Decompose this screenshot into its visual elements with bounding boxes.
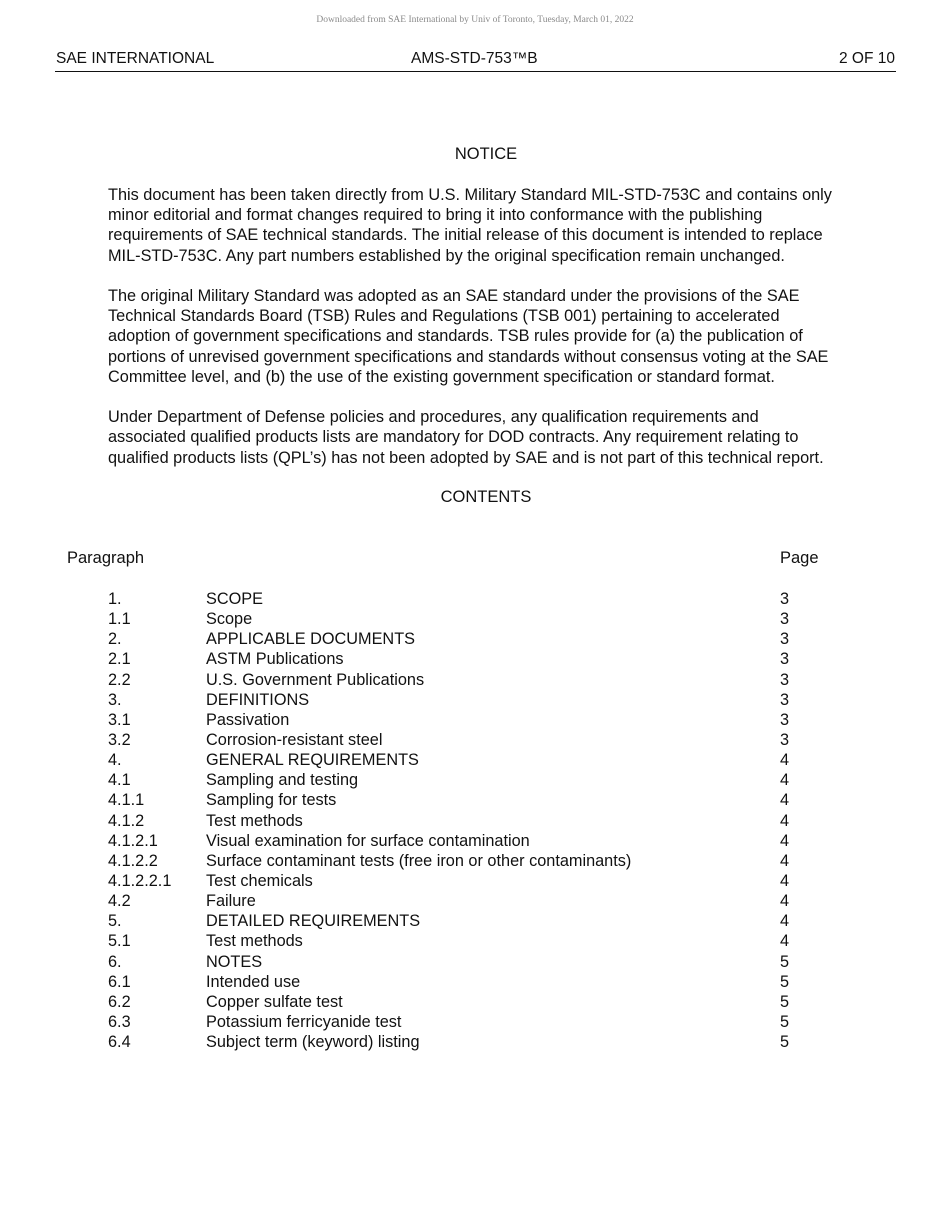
toc-entry — [0, 690, 950, 710]
toc-entry-number: 2.1 — [108, 650, 131, 669]
toc-entry-number: 1. — [108, 590, 122, 608]
toc-entry-number: 4.1.2.2 — [108, 851, 158, 870]
download-banner: Downloaded from SAE International by Univ of Toronto, Tuesday, March 01, 2022 — [316, 15, 634, 25]
toc-entry — [0, 851, 950, 871]
toc-entry-title: APPLICABLE DOCUMENTS — [206, 630, 415, 649]
toc-entry-page: 5 — [780, 972, 790, 991]
toc-entry-title: U.S. Government Publications — [206, 670, 425, 689]
toc-entry — [0, 770, 950, 790]
toc-page-heading: Page — [780, 549, 819, 567]
toc-entry — [0, 670, 950, 690]
toc-entry-number: 5. — [108, 912, 122, 931]
toc-entry-title: Test methods — [206, 811, 303, 830]
toc-entry-page: 4 — [780, 892, 790, 911]
toc-entry-page: 4 — [780, 811, 790, 830]
toc-entry-title: Sampling for tests — [206, 791, 337, 810]
toc-entry — [0, 831, 950, 851]
toc-entry-page: 4 — [780, 791, 790, 810]
header-page-number: 2 OF 10 — [839, 50, 895, 67]
toc-entry-number: 6.3 — [108, 1012, 131, 1031]
toc-entry-title: Subject term (keyword) listing — [206, 1033, 420, 1052]
toc-entry — [0, 609, 950, 629]
toc-entry-page: 4 — [780, 851, 790, 870]
toc-entry-number: 5.1 — [108, 932, 131, 951]
toc-entry-number: 4.1 — [108, 771, 131, 790]
table-of-contents — [0, 589, 950, 1052]
toc-entry-number: 3.2 — [108, 730, 131, 749]
toc-entry — [0, 811, 950, 831]
toc-entry-number: 4.2 — [108, 892, 131, 911]
toc-entry-title: Passivation — [206, 710, 290, 729]
notice-paragraph: Under Department of Defense policies and procedures, any qualification requirements and associated qualified products lists are mandatory for DOD contracts. Any requirement relating to qualified products lists (QPL’s) has not been adopted by SAE and is not part of this technical report. — [108, 408, 824, 467]
toc-entry-title: Intended use — [206, 972, 301, 991]
toc-entry-page: 4 — [780, 912, 790, 931]
toc-entry-title: Surface contaminant tests (free iron or other contaminants) — [206, 851, 632, 870]
toc-entry-number: 4.1.2.2.1 — [108, 871, 172, 890]
toc-entry-title: DEFINITIONS — [206, 690, 310, 709]
toc-entry-title: Test chemicals — [206, 871, 313, 890]
toc-entry — [0, 992, 950, 1012]
toc-entry-title: DETAILED REQUIREMENTS — [206, 912, 421, 931]
toc-entry-page: 4 — [780, 831, 790, 850]
toc-entry — [0, 649, 950, 669]
toc-entry — [0, 710, 950, 730]
toc-entry-page: 4 — [780, 871, 790, 890]
toc-entry-number: 2. — [108, 630, 122, 649]
contents-title: CONTENTS — [440, 488, 532, 506]
toc-entry-title: Sampling and testing — [206, 771, 359, 790]
toc-entry — [0, 891, 950, 911]
toc-entry-number: 3. — [108, 690, 122, 709]
toc-entry-number: 2.2 — [108, 670, 131, 689]
toc-entry-page: 5 — [780, 1033, 790, 1052]
toc-entry — [0, 750, 950, 770]
toc-entry-title: GENERAL REQUIREMENTS — [206, 751, 419, 770]
toc-entry — [0, 931, 950, 951]
toc-entry-page: 5 — [780, 992, 790, 1011]
toc-entry-title: Failure — [206, 892, 256, 911]
toc-entry-number: 4.1.2 — [108, 811, 145, 830]
toc-entry-number: 4.1.1 — [108, 791, 145, 810]
toc-entry-title: Scope — [206, 610, 253, 629]
toc-entry-page: 4 — [780, 771, 790, 790]
toc-paragraph-heading: Paragraph — [67, 549, 145, 567]
toc-entry — [0, 730, 950, 750]
toc-entry-page: 3 — [780, 650, 790, 669]
toc-entry-page: 3 — [780, 710, 790, 729]
toc-entry-number: 3.1 — [108, 710, 131, 729]
toc-entry — [0, 871, 950, 891]
toc-entry-number: 1.1 — [108, 610, 131, 629]
toc-entry-page: 3 — [780, 590, 790, 608]
toc-entry-number: 6.2 — [108, 992, 131, 1011]
toc-entry-page: 3 — [780, 690, 790, 709]
toc-entry-title: NOTES — [206, 952, 263, 971]
toc-entry — [0, 589, 950, 609]
header-document-number: AMS-STD-753™B — [411, 50, 538, 67]
header-publisher: SAE INTERNATIONAL — [56, 50, 215, 67]
toc-entry-title: SCOPE — [206, 590, 264, 608]
toc-entry-page: 3 — [780, 730, 790, 749]
toc-entry-title: ASTM Publications — [206, 650, 344, 669]
notice-paragraph: The original Military Standard was adopted as an SAE standard under the provisions of the SAE Technical Standards Board (TSB) Rules and Regulations (TSB 001) pertaining to accelerated adoption of government specifications and standards. TSB rules provide for (a) the publication of portions of unrevised government specifications and standards without consensus voting at the SAE Committee level, and (b) the use of the existing government specification or standard format. — [108, 287, 829, 386]
toc-entry — [0, 1032, 950, 1052]
toc-entry — [0, 952, 950, 972]
toc-entry — [0, 629, 950, 649]
toc-entry-number: 6. — [108, 952, 122, 971]
toc-entry-page: 5 — [780, 1012, 790, 1031]
notice-title: NOTICE — [454, 145, 518, 163]
toc-entry-page: 5 — [780, 952, 790, 971]
toc-entry-number: 6.1 — [108, 972, 131, 991]
toc-entry-title: Corrosion-resistant steel — [206, 730, 383, 749]
running-header — [55, 49, 896, 72]
toc-entry-page: 3 — [780, 670, 790, 689]
toc-entry — [0, 911, 950, 931]
notice-body — [108, 185, 878, 488]
toc-entry-number: 4.1.2.1 — [108, 831, 158, 850]
toc-entry-page: 4 — [780, 751, 790, 770]
toc-entry-number: 4. — [108, 751, 122, 770]
toc-entry-title: Test methods — [206, 932, 303, 951]
notice-paragraph: This document has been taken directly from U.S. Military Standard MIL-STD-753C and contains only minor editorial and format changes required to bring it into conformance with the publishing requirements of SAE technical standards. The initial release of this document is intended to replace MIL-STD-753C. Any part numbers established by the original specification remain unchanged. — [108, 186, 832, 265]
toc-entry-title: Visual examination for surface contamination — [206, 831, 530, 850]
toc-entry-page: 4 — [780, 932, 790, 951]
toc-entry — [0, 1012, 950, 1032]
toc-entry-page: 3 — [780, 610, 790, 629]
toc-entry — [0, 790, 950, 810]
toc-entry-page: 3 — [780, 630, 790, 649]
toc-entry-number: 6.4 — [108, 1033, 131, 1052]
toc-entry-title: Copper sulfate test — [206, 992, 343, 1011]
toc-entry — [0, 972, 950, 992]
toc-entry-title: Potassium ferricyanide test — [206, 1012, 402, 1031]
